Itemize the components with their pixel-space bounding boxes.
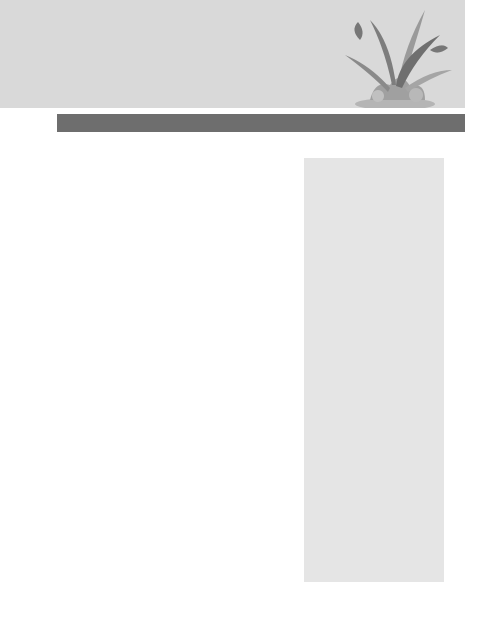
chapter-header <box>0 0 465 108</box>
chapter-tabs <box>465 0 500 640</box>
vocabulary-box <box>304 158 444 582</box>
plant-illustration <box>330 0 460 108</box>
section-bar <box>57 114 465 132</box>
